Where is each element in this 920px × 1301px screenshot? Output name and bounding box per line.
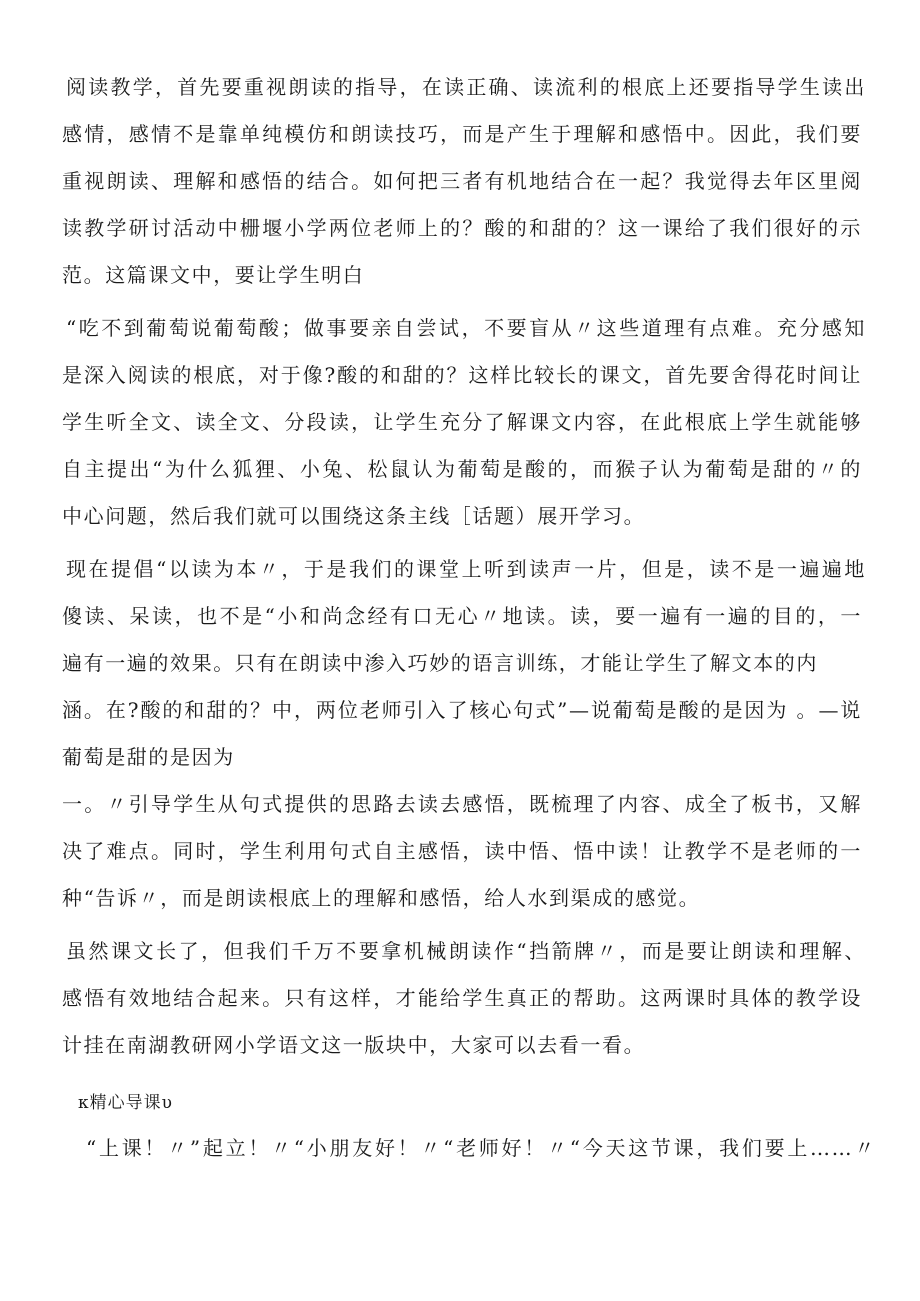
text-line: 现在提倡“以读为本〃，于是我们的课堂上听到读声一片，但是，读不是一遍遍地: [66, 557, 866, 581]
text-line: 感悟有效地结合起来。只有这样，才能给学生真正的帮助。这两课时具体的教学设: [62, 986, 862, 1010]
text-line: 种“告诉〃，而是朗读根底上的理解和感悟，给人水到渠成的感觉。: [62, 886, 701, 910]
text-line: 学生听全文、读全文、分段读，让学生充分了解课文内容，在此根底上学生就能够: [62, 410, 862, 434]
text-line: 一。〃引导学生从句式提供的思路去读去感悟，既梳理了内容、成全了板书，又解: [62, 792, 862, 816]
text-line: 中心问题，然后我们就可以围绕这条主线［话题）展开学习。: [62, 504, 646, 528]
text-line: 范。这篇课文中，要让学生明白: [62, 263, 365, 287]
text-line: 傻读、呆读，也不是“小和尚念经有口无心〃地读。读，要一遍有一遍的目的，一: [62, 604, 862, 628]
text-line: “吃不到葡萄说葡萄酸；做事要亲自尝试，不要盲从〃这些道理有点难。充分感知: [66, 316, 866, 340]
text-line: 虽然课文长了，但我们千万不要拿机械朗读作“挡箭牌〃，而是要让朗读和理解、: [66, 939, 866, 963]
dialogue-line: “上课！〃”起立！〃“小朋友好！〃“老师好！〃“今天这节课，我们要上……〃: [86, 1136, 876, 1160]
text-line: 葡萄是甜的是因为: [62, 745, 235, 769]
text-line: 涵。在?酸的和甜的？中，两位老师引入了核心句式”—说葡萄是酸的是因为 。—说: [62, 698, 862, 722]
text-line: 遍有一遍的效果。只有在朗读中渗入巧妙的语言训练，才能让学生了解文本的内: [62, 651, 818, 675]
text-line: 阅读教学，首先要重视朗读的指导，在读正确、读流利的根底上还要指导学生读出: [66, 75, 866, 99]
text-line: 读教学研讨活动中栅堰小学两位老师上的？酸的和甜的？这一课给了我们很好的示: [62, 216, 862, 240]
text-line: 是深入阅读的根底，对于像?酸的和甜的？这样比较长的课文，首先要舍得花时间让: [62, 363, 862, 387]
text-line: 感情，感情不是靠单纯模仿和朗读技巧，而是产生于理解和感悟中。因此，我们要: [62, 122, 862, 146]
section-heading: κ精心导课υ: [78, 1093, 173, 1113]
text-line: 决了难点。同时，学生利用句式自主感悟，读中悟、悟中读！让教学不是老师的一: [62, 839, 862, 863]
text-line: 重视朗读、理解和感悟的结合。如何把三者有机地结合在一起？我觉得去年区里阅: [62, 169, 862, 193]
text-line: 自主提出“为什么狐狸、小兔、松鼠认为葡萄是酸的，而猴子认为葡萄是甜的〃的: [62, 457, 862, 481]
text-line: 计挂在南湖教研网小学语文这一版块中，大家可以去看一看。: [62, 1033, 646, 1057]
